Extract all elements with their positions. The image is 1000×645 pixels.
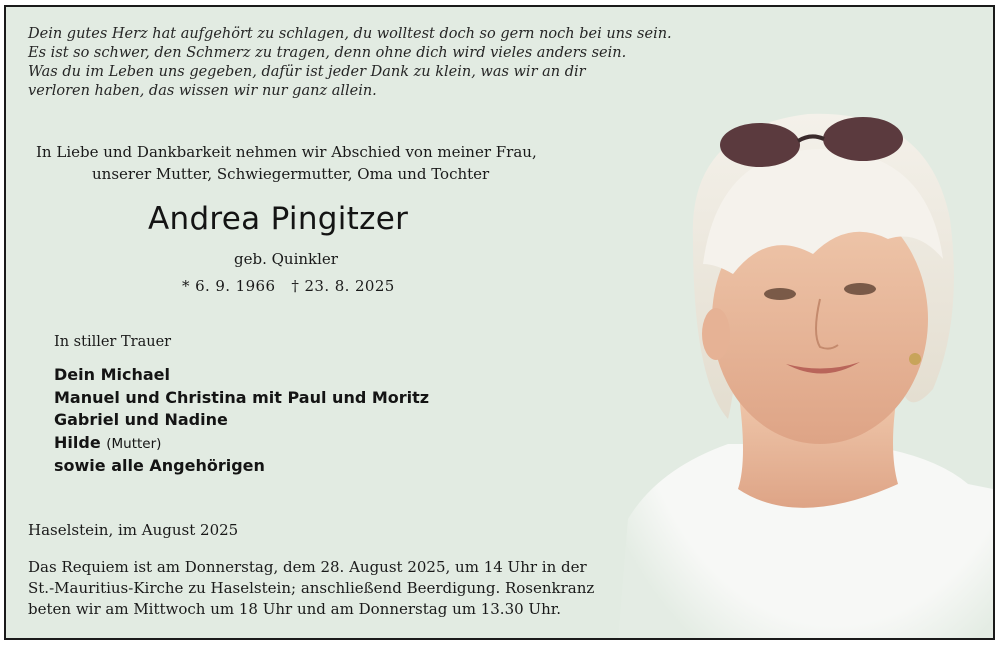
family-member: Hilde bbox=[54, 432, 101, 452]
family-line: Gabriel und Nadine bbox=[54, 410, 228, 429]
intro-line-2: unserer Mutter, Schwiegermutter, Oma und Tochter bbox=[92, 165, 490, 183]
poem-line: Was du im Leben uns gegeben, dafür ist jeder Dank zu klein, was wir an dir bbox=[28, 64, 586, 80]
poem-line: verloren haben, das wissen wir nur ganz allein. bbox=[28, 83, 377, 99]
intro-line-1: In Liebe und Dankbarkeit nehmen wir Abschied von meiner Frau, bbox=[36, 143, 537, 161]
requiem-line: St.-Mauritius-Kirche zu Haselstein; anschließend Beerdigung. Rosenkranz bbox=[28, 579, 595, 597]
portrait-photo bbox=[598, 89, 993, 640]
family-line: sowie alle Angehörigen bbox=[54, 456, 265, 475]
family-line: Dein Michael bbox=[54, 365, 170, 384]
place-date: Haselstein, im August 2025 bbox=[28, 521, 239, 539]
intro-text bbox=[36, 141, 537, 185]
poem bbox=[28, 25, 672, 101]
requiem-notice bbox=[28, 557, 594, 620]
family-member-note: (Mutter) bbox=[106, 435, 162, 452]
family-line bbox=[54, 432, 429, 456]
poem-line: Dein gutes Herz hat aufgehört zu schlagen, du wolltest doch so gern noch bei uns sein. bbox=[28, 26, 672, 42]
family-line: Manuel und Christina mit Paul und Moritz bbox=[54, 387, 430, 407]
requiem-line: beten wir am Mittwoch um 18 Uhr und am Donnerstag um 13.30 Uhr. bbox=[28, 600, 562, 618]
life-dates bbox=[182, 277, 395, 295]
born-name: geb. Quinkler bbox=[234, 250, 338, 268]
deceased-name: Andrea Pingitzer bbox=[148, 201, 409, 237]
mourning-label: In stiller Trauer bbox=[54, 334, 172, 350]
family-list bbox=[54, 364, 429, 478]
death-date: † 23. 8. 2025 bbox=[291, 277, 395, 295]
obituary-card bbox=[4, 5, 995, 640]
birth-date: * 6. 9. 1966 bbox=[182, 277, 276, 295]
poem-line: Es ist so schwer, den Schmerz zu tragen, denn ohne dich wird vieles anders sein. bbox=[28, 45, 627, 61]
requiem-line: Das Requiem ist am Donnerstag, dem 28. August 2025, um 14 Uhr in der bbox=[28, 558, 587, 576]
